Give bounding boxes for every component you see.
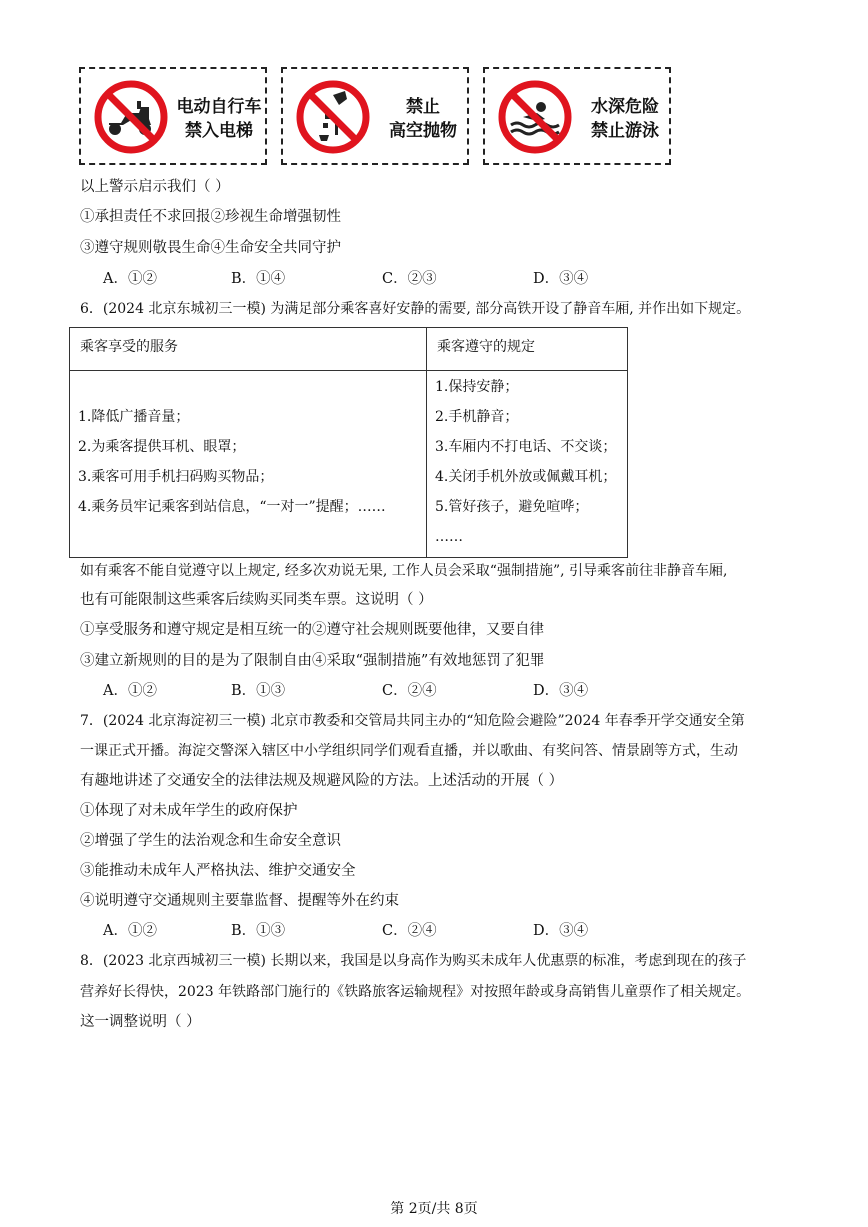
- service-item: 3.乘客可用手机扫码购买物品；: [78, 469, 274, 485]
- sign-line: 电动自行车: [176, 97, 262, 117]
- q6-option-c[interactable]: C．②④: [382, 683, 437, 699]
- no-ebike-icon: [93, 79, 169, 155]
- rule-item: 2.手机静音；: [435, 409, 519, 425]
- q5-option-d[interactable]: D．③④: [533, 271, 589, 287]
- q7-option-b[interactable]: B．①③: [231, 923, 286, 939]
- sign-swimming: [483, 67, 671, 165]
- q7-statement-1: ①体现了对未成年学生的政府保护: [80, 803, 298, 819]
- q5-statement-1: ①承担责任不求回报②珍视生命增强韧性: [80, 209, 341, 225]
- table-header-left: 乘客享受的服务: [70, 328, 427, 371]
- q5-option-c[interactable]: C．②③: [382, 271, 437, 287]
- q8-paragraph-3: 这一调整说明（ ）: [80, 1014, 201, 1030]
- rule-item: 1.保持安静；: [435, 379, 519, 395]
- sign-line: 禁入电梯: [185, 121, 253, 141]
- q5-stem: 以上警示启示我们（ ）: [80, 179, 230, 195]
- q7-paragraph-3: 有趣地讲述了交通安全的法律法规及规避风险的方法。上述活动的开展（ ）: [80, 773, 564, 789]
- q6-option-b[interactable]: B．①③: [231, 683, 286, 699]
- service-item: 4.乘务员牢记乘客到站信息，“一对一”提醒；……: [78, 499, 386, 515]
- rule-item: 3.车厢内不打电话、不交谈；: [435, 439, 617, 455]
- sign-line: 禁止游泳: [591, 121, 659, 141]
- q7-paragraph-2: 一课正式开播。海淀交警深入辖区中小学组织同学们观看直播，并以歌曲、有奖问答、情景剧等方式，生动: [80, 743, 738, 759]
- q5-statement-2: ③遵守规则敬畏生命④生命安全共同守护: [80, 240, 341, 256]
- no-throwing-icon: [295, 79, 371, 155]
- q7-paragraph-1: 7．(2024 北京海淀初三一模) 北京市教委和交管局共同主办的“知危险会避险”2024 年春季开学交通安全第: [80, 713, 745, 729]
- page-number: 第 2页/共 8页: [390, 1201, 478, 1217]
- q7-statement-3: ③能推动未成年人严格执法、维护交通安全: [80, 863, 356, 879]
- table-header-right: 乘客遵守的规定: [427, 328, 628, 371]
- q7-option-a[interactable]: A．①②: [103, 923, 157, 939]
- service-item: 2.为乘客提供耳机、眼罩；: [78, 439, 246, 455]
- sign-ebike: [79, 67, 267, 165]
- q7-option-d[interactable]: D．③④: [533, 923, 589, 939]
- q7-option-c[interactable]: C．②④: [382, 923, 437, 939]
- rule-item: 5.管好孩子，避免喧哗；: [435, 499, 589, 515]
- q5-option-b[interactable]: B．①④: [231, 271, 286, 287]
- sign-throwing: [281, 67, 469, 165]
- sign-line: 高空抛物: [389, 121, 457, 141]
- sign-throwing-text: [379, 95, 467, 143]
- q6-statement-1: ①享受服务和遵守规定是相互统一的②遵守社会规则既要他律，又要自律: [80, 622, 544, 638]
- q6-paragraph-2: 也有可能限制这些乘客后续购买同类车票。这说明（ ）: [80, 592, 433, 608]
- q5-option-a[interactable]: A．①②: [103, 271, 157, 287]
- q6-rules-table: [69, 327, 628, 558]
- service-item: 1.降低广播音量；: [78, 409, 190, 425]
- no-swimming-icon: [497, 79, 573, 155]
- sign-line: 水深危险: [591, 97, 659, 117]
- table-services-cell: [70, 371, 427, 558]
- sign-ebike-text: [173, 95, 265, 143]
- q6-option-d[interactable]: D．③④: [533, 683, 589, 699]
- sign-line: 禁止: [406, 97, 440, 117]
- q6-stem: 6．(2024 北京东城初三一模) 为满足部分乘客喜好安静的需要, 部分高铁开设了静音车厢, 并作出如下规定。: [80, 301, 751, 317]
- q8-paragraph-1: 8．(2023 北京西城初三一模) 长期以来，我国是以身高作为购买未成年人优惠票的标准，考虑到现在的孩子: [80, 953, 747, 969]
- q8-paragraph-2: 营养好长得快，2023 年铁路部门施行的《铁路旅客运输规程》对按照年龄或身高销售儿童票作了相关规定。: [80, 984, 751, 1000]
- sign-swimming-text: [581, 95, 669, 143]
- q6-statement-2: ③建立新规则的目的是为了限制自由④采取“强制措施”有效地惩罚了犯罪: [80, 653, 545, 669]
- q7-statement-2: ②增强了学生的法治观念和生命安全意识: [80, 833, 341, 849]
- table-rules-cell: [427, 371, 628, 558]
- q6-paragraph-1: 如有乘客不能自觉遵守以上规定, 经多次劝说无果, 工作人员会采取“强制措施”, 引导乘客前往非静音车厢,: [80, 563, 728, 579]
- rule-item: 4.关闭手机外放或佩戴耳机；: [435, 469, 617, 485]
- q7-statement-4: ④说明遵守交通规则主要靠监督、提醒等外在约束: [80, 893, 399, 909]
- rule-item: ……: [435, 529, 463, 545]
- q6-option-a[interactable]: A．①②: [103, 683, 157, 699]
